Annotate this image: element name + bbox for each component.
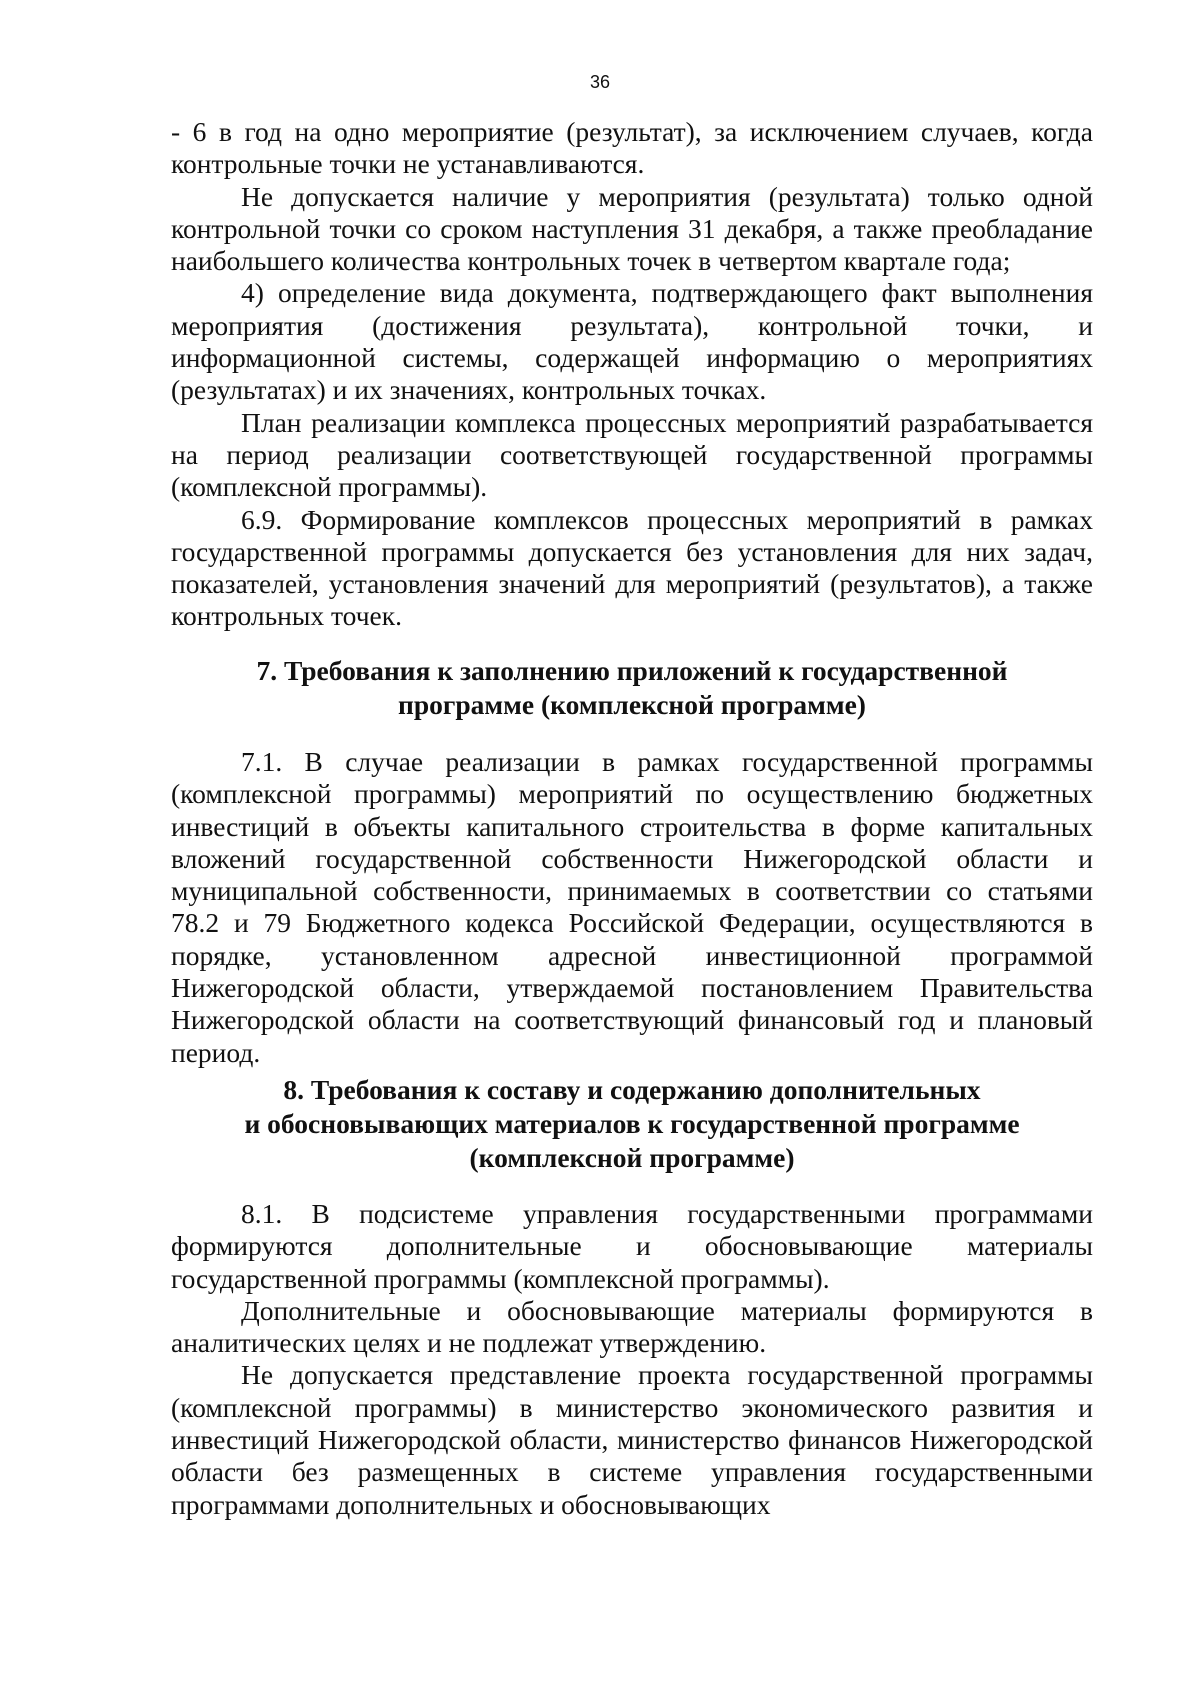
section-8-heading [171, 1073, 1093, 1175]
heading-line: (комплексной программе) [469, 1142, 795, 1173]
paragraph: 4) определение вида документа, подтверждающего факт выполнения мероприятия (достижения результата), контрольной точки, и информационной системы, содержащей информацию о мероприятиях (результатах) и их значениях, контрольных точках. [171, 277, 1093, 406]
heading-line: 8. Требования к составу и содержанию дополнительных [283, 1074, 981, 1105]
paragraph: Не допускается представление проекта государственной программы (комплексной программы) в министерство экономического развития и инвестиций Нижегородской области, министерство финансов Нижегородской области без размещенных в системе управления государственными программами дополнительных и обосновывающих [171, 1359, 1093, 1520]
heading-line: и обосновывающих материалов к государственной программе [244, 1108, 1020, 1139]
section-7-heading [171, 654, 1093, 722]
heading-line: 7. Требования к заполнению приложений к государственной [256, 655, 1008, 686]
paragraph: Дополнительные и обосновывающие материалы формируются в аналитических целях и не подлежат утверждению. [171, 1294, 1093, 1359]
page-number: 36 [589, 72, 611, 92]
paragraph: - 6 в год на одно мероприятие (результат), за исключением случаев, когда контрольные точки не устанавливаются. [171, 116, 1093, 180]
heading-line: программе (комплексной программе) [398, 689, 866, 720]
section-8-body [171, 1198, 1093, 1521]
paragraph: Не допускается наличие у мероприятия (результата) только одной контрольной точки со сроком наступления 31 декабря, а также преобладание наибольшего количества контрольных точек в четвертом квартале года; [171, 180, 1093, 277]
paragraph: 7.1. В случае реализации в рамках государственной программы (комплексной программы) мероприятий по осуществлению бюджетных инвестиций в объекты капитального строительства в форме капитальных вложений государственной собственности Нижегородской области и муниципальной собственности, принимаемых в соответствии со статьями 78.2 и 79 Бюджетного кодекса Российской Федерации, осуществляются в порядке, установленном адресной инвестиционной программой Нижегородской области, утверждаемой постановлением Правительства Нижегородской области на соответствующий финансовый год и плановый период. [171, 746, 1093, 1068]
paragraph: План реализации комплекса процессных мероприятий разрабатывается на период реализации соответствующей государственной программы (комплексной программы). [171, 406, 1093, 503]
paragraph: 6.9. Формирование комплексов процессных мероприятий в рамках государственной программы допускается без установления для них задач, показателей, установления значений для мероприятий (результатов), а также контрольных точек. [171, 503, 1093, 632]
body-text-top [171, 116, 1093, 633]
section-7-body [171, 746, 1093, 1069]
paragraph: 8.1. В подсистеме управления государственными программами формируются дополнительные и обосновывающие материалы государственной программы (комплексной программы). [171, 1198, 1093, 1294]
